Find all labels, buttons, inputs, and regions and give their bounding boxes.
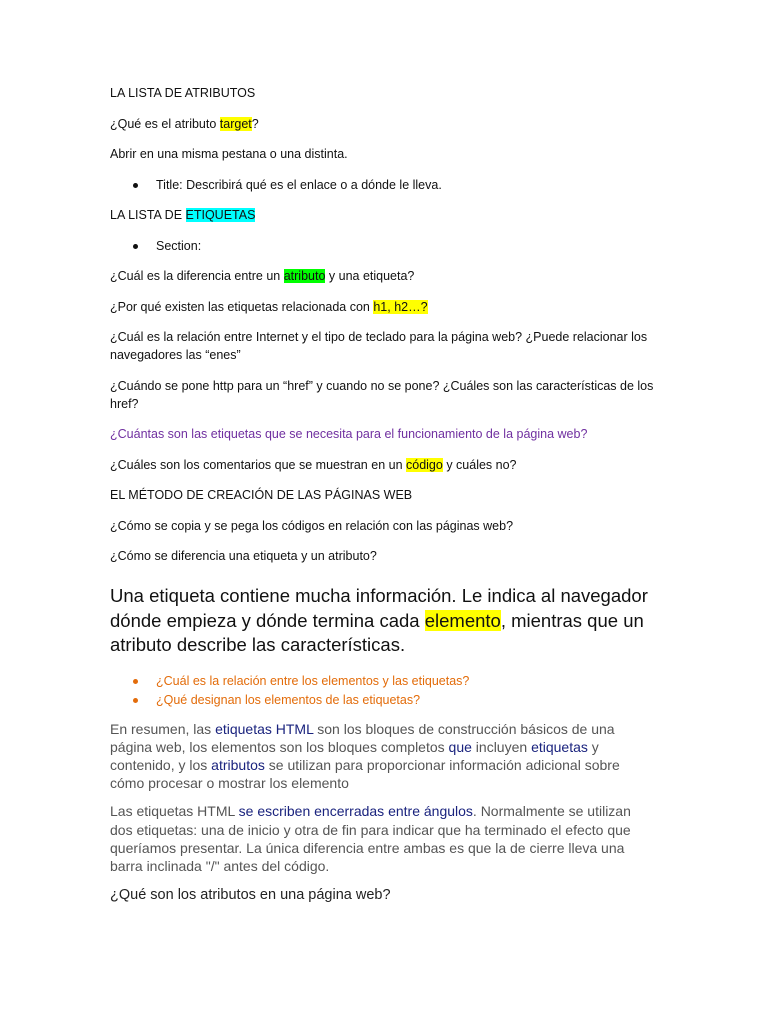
highlight-elemento: elemento [424, 609, 501, 631]
question-diferencia-etiqueta: ¿Cómo se diferencia una etiqueta y un atributo? [110, 549, 377, 563]
question-http-href: ¿Cuándo se pone http para un “href” y cuando no se pone? ¿Cuáles son las características de los href? [110, 378, 654, 411]
document-page [110, 84, 655, 905]
question-copia-pega: ¿Cómo se copia y se pega los códigos en relación con las páginas web? [110, 518, 514, 533]
bullet-title: Title: Describirá qué es el enlace o a dónde le lleva. [110, 176, 655, 194]
paragraph-etiqueta-info: Una etiqueta contiene mucha información. Le indica al navegador dónde empieza y dónde termina cada elemento, mientras que un atributo describe las características. [110, 585, 648, 655]
question-diferencia-atributo: ¿Cuál es la diferencia entre un atributo y una etiqueta? [110, 269, 415, 283]
highlight-codigo: código [406, 457, 443, 472]
keyword-angulos: se escriben encerradas entre ángulos [238, 803, 473, 820]
list-item: ¿Cuál es la relación entre los elementos y las etiquetas? [110, 672, 655, 691]
heading-lista-atributos: LA LISTA DE ATRIBUTOS [110, 86, 256, 100]
question-internet-teclado: ¿Cuál es la relación entre Internet y el tipo de teclado para la página web? ¿Puede relacionar los navegadores las “enes” [110, 330, 648, 362]
keyword-etiquetas: etiquetas [531, 738, 588, 755]
question-etiquetas-h1: ¿Por qué existen las etiquetas relacionada con h1, h2…? [110, 299, 428, 314]
question-comentarios-codigo: ¿Cuáles son los comentarios que se muestran en un código y cuáles no? [110, 457, 517, 472]
text-abrir-pestana: Abrir en una misma pestana o una distinta. [110, 147, 348, 161]
question-atributos-pagina-web: ¿Qué son los atributos en una página web? [110, 887, 391, 904]
highlight-atributo: atributo [283, 269, 326, 283]
highlight-etiquetas: ETIQUETAS [185, 208, 256, 222]
bullet-section: Section: [110, 237, 655, 255]
orange-question-list [110, 672, 655, 710]
heading-metodo-creacion: EL MÉTODO DE CREACIÓN DE LAS PÁGINAS WEB [110, 488, 413, 502]
keyword-atributos: atributos [211, 756, 265, 773]
paragraph-resumen: En resumen, las etiquetas HTML son los bloques de construcción básicos de una página web, los elementos son los bloques completos que incluyen etiquetas y contenido, y los atributos se utilizan para proporcionar información adicional sobre cómo procesar o mostrar los elemento [110, 720, 620, 792]
keyword-que: que [448, 738, 472, 755]
question-cuantas-etiquetas: ¿Cuántas son las etiquetas que se necesita para el funcionamiento de la página web? [110, 427, 588, 441]
highlight-h1-h2: h1, h2…? [373, 299, 428, 314]
keyword-etiquetas-html: etiquetas HTML [215, 720, 314, 737]
heading-lista-etiquetas: LA LISTA DE ETIQUETAS [110, 208, 256, 222]
highlight-target: target [219, 116, 252, 131]
paragraph-etiquetas-html: Las etiquetas HTML se escriben encerradas entre ángulos. Normalmente se utilizan dos etiquetas: una de inicio y otra de fin para indicar que ha terminado el efecto que queríamos presentar. La única diferencia entre ambas es que la de cierre lleva una barra inclinada "/" antes del código. [110, 803, 631, 874]
question-atributo-target: ¿Qué es el atributo target? [110, 116, 259, 131]
list-item: ¿Qué designan los elementos de las etiquetas? [110, 691, 655, 710]
